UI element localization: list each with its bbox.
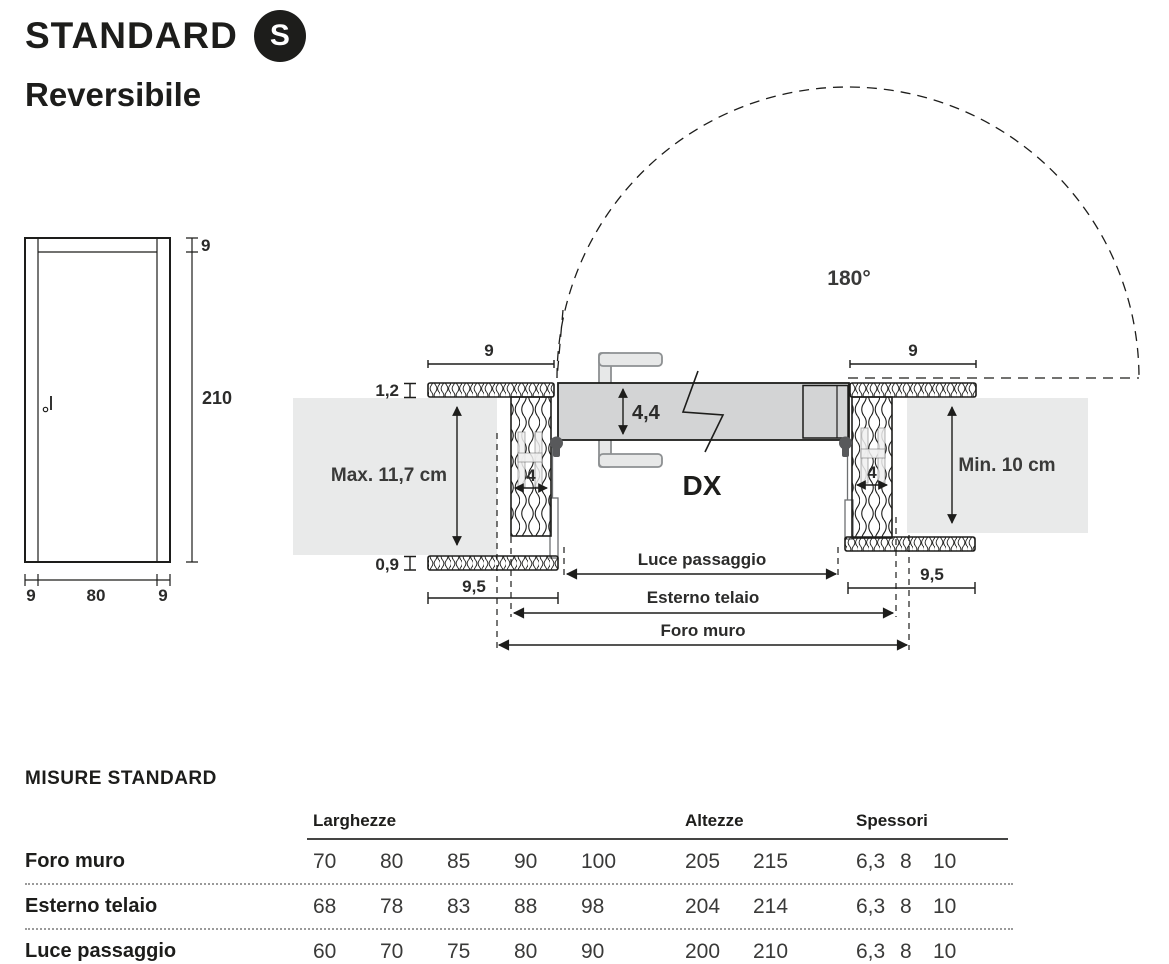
wall-max-label: Max. 11,7 cm (330, 465, 448, 486)
table-row (25, 885, 1013, 930)
row-label: Luce passaggio (25, 940, 177, 962)
cell: 80 (514, 939, 538, 963)
elevation-frame (25, 238, 170, 562)
table-row (25, 840, 1013, 885)
cell: 205 (685, 849, 721, 873)
cell: 10 (933, 849, 957, 873)
table-title: MISURE STANDARD (25, 768, 217, 789)
door-elevation-drawing (10, 230, 240, 610)
table-header-row (25, 802, 1013, 840)
row-label: Foro muro (25, 850, 125, 872)
wall-min-label: Min. 10 cm (958, 455, 1056, 476)
cell: 215 (753, 849, 789, 873)
foro-muro-label: Foro muro (660, 621, 746, 640)
dim-door-width: 80 (86, 586, 106, 605)
cell: 6,3 (856, 894, 886, 918)
table-row (25, 930, 1013, 964)
cell: 214 (753, 894, 789, 918)
architrave-top-left (428, 383, 554, 397)
cell: 210 (753, 939, 789, 963)
dim-frame-left: 9 (26, 586, 36, 605)
cell: 10 (933, 939, 957, 963)
cell: 98 (581, 894, 605, 918)
dim-architrave-thickness-bottom: 0,9 (375, 555, 399, 574)
cell: 204 (685, 894, 721, 918)
architrave-top-right (850, 383, 976, 397)
cell: 88 (514, 894, 538, 918)
page-subtitle: Reversibile (25, 76, 202, 113)
cell: 78 (380, 894, 404, 918)
architrave-bottom-right (845, 537, 975, 551)
dim-height: 210 (202, 388, 233, 408)
header (25, 10, 306, 114)
cell: 8 (900, 939, 912, 963)
esterno-telaio-label: Esterno telaio (646, 588, 760, 607)
cell: 60 (313, 939, 337, 963)
cell: 200 (685, 939, 721, 963)
elevation-width-dimension (25, 574, 170, 605)
elevation-height-dimension (186, 236, 232, 562)
dim-leaf-thickness: 4,4 (632, 402, 660, 424)
measurements-table (25, 768, 1013, 964)
cell: 6,3 (856, 939, 886, 963)
dim-frame-depth-left: 4 (526, 466, 536, 485)
cell: 6,3 (856, 849, 886, 873)
overall-dimensions (499, 550, 907, 645)
cell: 70 (380, 939, 404, 963)
series-badge: S (254, 10, 306, 62)
cell: 10 (933, 894, 957, 918)
cell: 80 (380, 849, 404, 873)
cell: 83 (447, 894, 471, 918)
cell: 8 (900, 849, 912, 873)
cell: 100 (581, 849, 617, 873)
dim-frame-top: 9 (201, 236, 211, 255)
dim-architrave-thickness-top: 1,2 (375, 381, 399, 400)
cell: 90 (514, 849, 538, 873)
door-plan-section-drawing (280, 80, 1169, 680)
cell: 68 (313, 894, 337, 918)
header-rule (307, 838, 1008, 840)
cell: 90 (581, 939, 605, 963)
column-group-spessori: Spessori (856, 811, 928, 830)
cell: 8 (900, 894, 912, 918)
column-group-altezze: Altezze (685, 811, 744, 830)
cell: 85 (447, 849, 471, 873)
door-leaf (558, 383, 849, 440)
hand-label: DX (682, 470, 722, 501)
dim-frame-width-right: 9,5 (920, 565, 944, 584)
cell: 70 (313, 849, 337, 873)
door-swing-arc (557, 87, 1139, 378)
dim-architrave-right: 9 (908, 341, 918, 360)
dim-frame-right: 9 (158, 586, 168, 605)
page-title: STANDARD (25, 15, 238, 56)
cell: 75 (447, 939, 471, 963)
luce-passaggio-label: Luce passaggio (637, 550, 767, 569)
architrave-bottom-left (428, 556, 558, 570)
dim-frame-width-left: 9,5 (462, 577, 486, 596)
dim-frame-depth-right: 4 (867, 463, 877, 482)
swing-angle-label: 180° (827, 267, 871, 290)
column-group-larghezze: Larghezze (313, 811, 397, 830)
dim-architrave-left: 9 (484, 341, 494, 360)
row-label: Esterno telaio (25, 895, 158, 917)
